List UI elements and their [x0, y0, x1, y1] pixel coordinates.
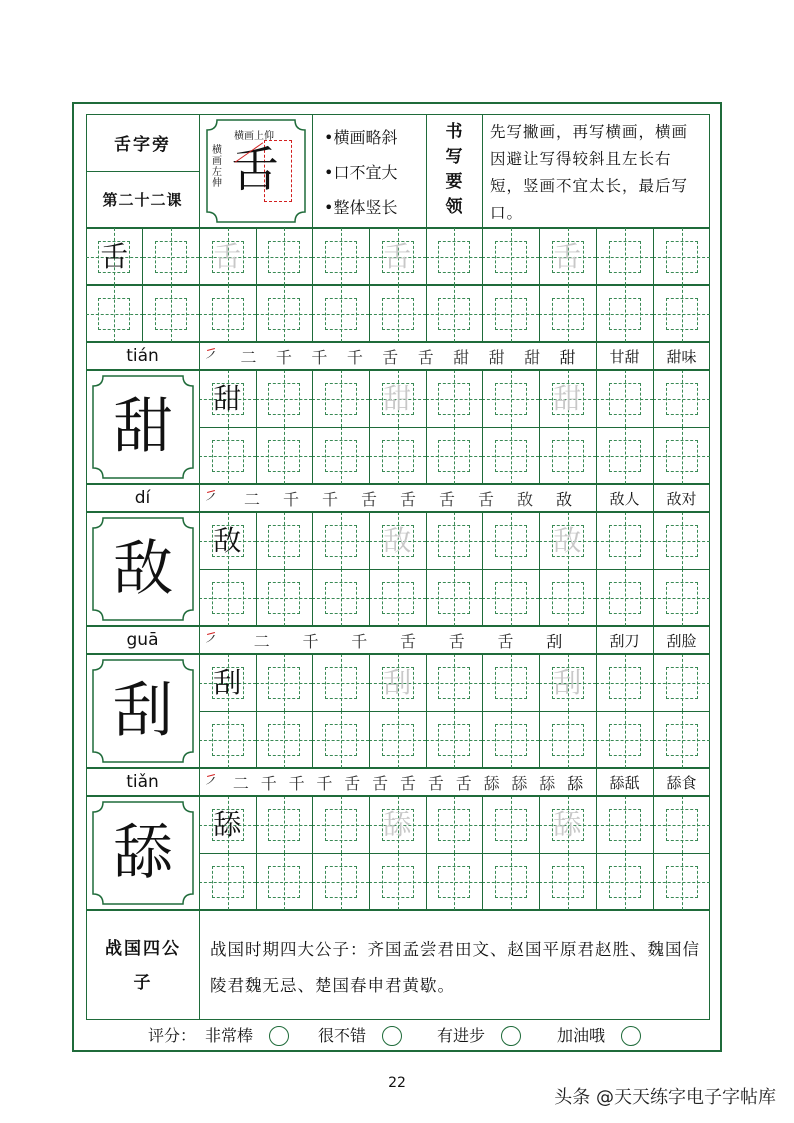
stroke-step: 舔	[511, 774, 528, 793]
grid-line	[426, 711, 427, 768]
grid-line	[653, 285, 654, 342]
practice-guide-v	[341, 512, 342, 569]
grid-line	[426, 370, 427, 427]
stroke-step: 舔	[483, 774, 500, 793]
practice-guide-v	[625, 569, 626, 626]
grid-line	[256, 427, 257, 484]
grid-line	[256, 711, 257, 768]
practice-guide-v	[228, 285, 229, 342]
stroke-step: 刮	[546, 632, 563, 651]
stroke-step: 舌	[427, 774, 444, 793]
grid-line	[369, 427, 370, 484]
stroke-step: 舌	[400, 490, 417, 509]
grid-line	[482, 427, 483, 484]
grid-line	[199, 853, 200, 910]
practice-guide-v	[228, 711, 229, 768]
stroke-step: 千	[302, 632, 319, 651]
practice-guide-v	[228, 853, 229, 910]
vocab-word: 舔舐	[609, 773, 640, 792]
practice-guide-v	[454, 796, 455, 853]
practice-guide-v	[511, 427, 512, 484]
grid-line	[199, 796, 710, 797]
score-option-label: 很不错	[318, 1026, 367, 1045]
grid-line	[256, 654, 257, 711]
big-char: 刮	[113, 676, 173, 746]
grid-line	[426, 228, 427, 285]
practice-guide-v	[625, 512, 626, 569]
grid-line	[312, 427, 313, 484]
stroke-step: 二	[253, 632, 270, 651]
grid-line	[256, 228, 257, 285]
header-divider	[199, 114, 200, 228]
stroke-step: 千	[288, 774, 305, 793]
grid-line	[653, 654, 654, 711]
grid-line	[482, 228, 483, 285]
grid-line	[199, 512, 710, 513]
practice-guide-v	[682, 711, 683, 768]
grid-line	[653, 569, 654, 626]
grid-line	[199, 626, 200, 654]
practice-guide-v	[625, 285, 626, 342]
stroke-step: ㇒	[205, 632, 222, 651]
radical-trace-char: 舌	[553, 239, 582, 273]
practice-guide-v	[682, 228, 683, 285]
grid-line	[369, 285, 370, 342]
grid-line	[142, 285, 143, 342]
watermark: 头条 @天天练字电子字帖库	[554, 1087, 776, 1108]
practice-guide-v	[284, 370, 285, 427]
practice-guide-v	[228, 427, 229, 484]
stroke-step: 舔	[567, 774, 584, 793]
practice-guide-v	[454, 228, 455, 285]
header-divider	[426, 114, 427, 228]
practice-guide-v	[284, 228, 285, 285]
pinyin-label: tián	[126, 346, 159, 366]
grid-line	[312, 569, 313, 626]
stroke-step: 舔	[539, 774, 556, 793]
practice-guide-v	[284, 853, 285, 910]
practice-guide-v	[568, 853, 569, 910]
practice-guide-v	[284, 569, 285, 626]
practice-guide-v	[625, 427, 626, 484]
grid-line	[312, 512, 313, 569]
practice-guide-v	[511, 512, 512, 569]
practice-guide-v	[171, 285, 172, 342]
practice-guide-v	[511, 654, 512, 711]
grid-line	[482, 285, 483, 342]
trace-char: 舔	[383, 807, 412, 841]
stroke-step: 舌	[417, 348, 434, 367]
practice-guide-v	[625, 711, 626, 768]
grid-line	[596, 370, 597, 427]
grid-line	[256, 285, 257, 342]
grid-line	[426, 853, 427, 910]
stroke-step: 甜	[559, 348, 576, 367]
grid-line	[539, 427, 540, 484]
vocab-word: 舔食	[666, 773, 697, 792]
grid-line	[539, 853, 540, 910]
stroke-step: 甜	[524, 348, 541, 367]
practice-guide-v	[511, 228, 512, 285]
score-option-circle[interactable]	[269, 1026, 289, 1046]
grid-line	[199, 285, 200, 342]
grid-line	[199, 853, 710, 854]
grid-line	[482, 796, 483, 853]
writing-tip: •口不宜大	[324, 163, 398, 182]
grid-line	[199, 569, 200, 626]
stroke-step: 千	[283, 490, 300, 509]
practice-guide-v	[454, 512, 455, 569]
writing-tip: •横画略斜	[324, 128, 398, 147]
culture-text: 战国时期四大公子：齐国孟尝君田文、赵国平原君赵胜、魏国信陵君魏无忌、楚国春申君黄歇。	[210, 940, 700, 995]
practice-guide-v	[511, 796, 512, 853]
stroke-step: 二	[244, 490, 261, 509]
practice-guide-v	[682, 654, 683, 711]
stroke-step: 千	[322, 490, 339, 509]
practice-guide-v	[511, 370, 512, 427]
practice-guide-v	[625, 654, 626, 711]
grid-line	[596, 569, 597, 626]
pinyin-label: tiǎn	[126, 772, 159, 792]
practice-guide-v	[398, 853, 399, 910]
practice-guide-v	[341, 569, 342, 626]
sample-char: 舌	[230, 142, 279, 198]
practice-guide-v	[341, 853, 342, 910]
grid-line	[199, 427, 710, 428]
practice-guide-v	[682, 796, 683, 853]
stroke-step: 甜	[488, 348, 505, 367]
stroke-step: 舌	[400, 774, 417, 793]
practice-guide-v	[454, 569, 455, 626]
stroke-step: 千	[346, 348, 363, 367]
practice-guide-v	[511, 711, 512, 768]
grid-line	[199, 711, 200, 768]
radical-title: 舌字旁	[114, 135, 171, 155]
big-char: 舔	[113, 818, 173, 888]
trace-char: 舔	[553, 807, 582, 841]
grid-line	[256, 370, 257, 427]
grid-line	[312, 285, 313, 342]
grid-line	[256, 512, 257, 569]
lesson-label: 第二十二课	[102, 191, 183, 209]
practice-guide-v	[454, 654, 455, 711]
score-label: 评分：	[148, 1026, 197, 1045]
practice-guide-v	[341, 285, 342, 342]
practice-guide-v	[568, 285, 569, 342]
vocab-word: 甜味	[666, 347, 697, 366]
score-option-circle[interactable]	[501, 1026, 521, 1046]
practice-guide-v	[228, 569, 229, 626]
grid-line	[596, 228, 597, 285]
practice-guide-v	[398, 711, 399, 768]
grid-line	[199, 569, 710, 570]
grid-line	[596, 796, 597, 853]
practice-guide-v	[568, 427, 569, 484]
practice-guide-v	[341, 370, 342, 427]
practice-guide-v	[511, 853, 512, 910]
annotation-left: 横画左伸	[212, 145, 222, 189]
vocab-word: 刮刀	[609, 631, 640, 650]
grid-line	[199, 768, 200, 796]
stroke-step: 舌	[344, 774, 361, 793]
grid-line	[539, 711, 540, 768]
score-option-label: 加油哦	[557, 1026, 606, 1045]
practice-guide-v	[625, 853, 626, 910]
stroke-step: 舌	[400, 632, 417, 651]
page-number: 22	[388, 1075, 406, 1091]
grid-line	[539, 569, 540, 626]
stroke-step: 舌	[382, 348, 399, 367]
practice-guide-v	[682, 853, 683, 910]
grid-line	[312, 228, 313, 285]
stroke-step: 二	[232, 774, 249, 793]
practice-guide-v	[171, 228, 172, 285]
grid-line	[426, 427, 427, 484]
grid-line	[596, 711, 597, 768]
stroke-step: ㇒	[205, 348, 222, 367]
practice-guide-v	[341, 427, 342, 484]
grid-line	[256, 569, 257, 626]
grid-line	[369, 711, 370, 768]
grid-line	[312, 853, 313, 910]
practice-guide-v	[511, 285, 512, 342]
stroke-step: 舌	[455, 774, 472, 793]
grid-line	[482, 853, 483, 910]
grid-line	[199, 342, 200, 370]
grid-line	[653, 853, 654, 910]
radical-trace-char: 舌	[213, 239, 242, 273]
grid-line	[199, 910, 200, 1020]
practice-guide-v	[625, 370, 626, 427]
grid-line	[312, 711, 313, 768]
culture-title: 战国四公子	[105, 939, 181, 993]
practice-guide-v	[454, 285, 455, 342]
key-points-label: 书写要领	[445, 122, 463, 217]
stroke-step: 甜	[453, 348, 470, 367]
grid-line	[369, 853, 370, 910]
score-option-label: 非常棒	[205, 1026, 254, 1045]
grid-line	[199, 654, 710, 655]
stroke-step: 舌	[497, 632, 514, 651]
pinyin-label: dí	[134, 488, 151, 508]
grid-line	[596, 285, 597, 342]
score-option-label: 有进步	[437, 1026, 486, 1045]
practice-guide-v	[398, 285, 399, 342]
big-char: 甜	[113, 392, 173, 462]
practice-guide-v	[284, 796, 285, 853]
grid-line	[482, 370, 483, 427]
practice-guide-v	[568, 569, 569, 626]
grid-line	[369, 569, 370, 626]
practice-guide-v	[341, 654, 342, 711]
stroke-step: 千	[316, 774, 333, 793]
grid-line	[199, 711, 710, 712]
vocab-word: 刮脸	[666, 631, 697, 650]
trace-char: 刮	[383, 665, 412, 699]
stroke-step: 敌	[517, 490, 534, 509]
practice-guide-v	[682, 285, 683, 342]
pinyin-label: guā	[126, 630, 159, 650]
grid-line	[312, 370, 313, 427]
grid-line	[482, 512, 483, 569]
practice-guide-v	[454, 853, 455, 910]
annotation-top: 横画上仰	[234, 131, 274, 142]
stroke-step: 舌	[439, 490, 456, 509]
header-divider	[312, 114, 313, 228]
stroke-step: 舌	[361, 490, 378, 509]
practice-guide-v	[682, 569, 683, 626]
grid-line	[596, 512, 597, 569]
grid-line	[199, 427, 200, 484]
practice-guide-v	[454, 370, 455, 427]
practice-guide-v	[682, 512, 683, 569]
stroke-step: 千	[351, 632, 368, 651]
stroke-step: 千	[260, 774, 277, 793]
grid-line	[426, 654, 427, 711]
practice-guide-v	[284, 285, 285, 342]
stroke-step: 千	[311, 348, 328, 367]
practice-guide-v	[682, 427, 683, 484]
grid-line	[596, 427, 597, 484]
practice-guide-v	[341, 796, 342, 853]
model-char: 敌	[213, 523, 242, 557]
practice-guide-v	[454, 711, 455, 768]
grid-line	[482, 654, 483, 711]
header-divider	[482, 114, 483, 228]
grid-line	[312, 796, 313, 853]
practice-guide-v	[625, 796, 626, 853]
stroke-step: 二	[240, 348, 257, 367]
practice-guide-v	[284, 711, 285, 768]
grid-line	[426, 512, 427, 569]
practice-guide-v	[625, 228, 626, 285]
grid-line	[426, 796, 427, 853]
key-points-text: 先写撇画，再写横画，横画因避让写得较斜且左长右短，竖画不宜太长，最后写口。	[490, 123, 689, 222]
grid-line	[596, 853, 597, 910]
stroke-step: 舌	[372, 774, 389, 793]
score-option-circle[interactable]	[621, 1026, 641, 1046]
practice-guide-v	[284, 427, 285, 484]
grid-line	[256, 853, 257, 910]
vocab-word: 甘甜	[609, 347, 640, 366]
vocab-word: 敌对	[666, 489, 697, 508]
stroke-step: 舌	[448, 632, 465, 651]
grid-line	[653, 796, 654, 853]
trace-char: 甜	[383, 381, 412, 415]
practice-guide-v	[114, 285, 115, 342]
model-char: 刮	[213, 665, 242, 699]
grid-line	[426, 569, 427, 626]
stroke-step: 千	[275, 348, 292, 367]
grid-line	[539, 285, 540, 342]
vocab-word: 敌人	[609, 489, 640, 508]
grid-line	[256, 796, 257, 853]
stroke-step: 敌	[556, 490, 573, 509]
practice-guide-v	[398, 569, 399, 626]
practice-guide-v	[454, 427, 455, 484]
practice-guide-v	[682, 370, 683, 427]
trace-char: 甜	[553, 381, 582, 415]
practice-guide-v	[511, 569, 512, 626]
grid-line	[482, 569, 483, 626]
grid-line	[199, 484, 200, 512]
grid-line	[653, 228, 654, 285]
practice-guide-v	[284, 654, 285, 711]
score-option-circle[interactable]	[382, 1026, 402, 1046]
radical-model-char: 舌	[100, 239, 129, 273]
practice-guide-v	[568, 711, 569, 768]
stroke-step: ㇒	[205, 490, 222, 509]
grid-line	[653, 512, 654, 569]
model-char: 舔	[213, 807, 242, 841]
grid-line	[653, 427, 654, 484]
writing-tip: •整体竖长	[324, 198, 398, 217]
radical-trace-char: 舌	[383, 239, 412, 273]
grid-line	[199, 370, 710, 371]
big-char: 敌	[113, 534, 173, 604]
trace-char: 敌	[383, 523, 412, 557]
practice-guide-v	[398, 427, 399, 484]
grid-line	[653, 711, 654, 768]
grid-line	[312, 654, 313, 711]
practice-guide-v	[341, 711, 342, 768]
trace-char: 敌	[553, 523, 582, 557]
stroke-step: 舌	[478, 490, 495, 509]
model-char: 甜	[213, 381, 242, 415]
practice-guide-v	[341, 228, 342, 285]
stroke-step: ㇒	[205, 774, 222, 793]
grid-line	[426, 285, 427, 342]
grid-line	[596, 654, 597, 711]
grid-line	[482, 711, 483, 768]
trace-char: 刮	[553, 665, 582, 699]
grid-line	[653, 370, 654, 427]
practice-guide-v	[284, 512, 285, 569]
